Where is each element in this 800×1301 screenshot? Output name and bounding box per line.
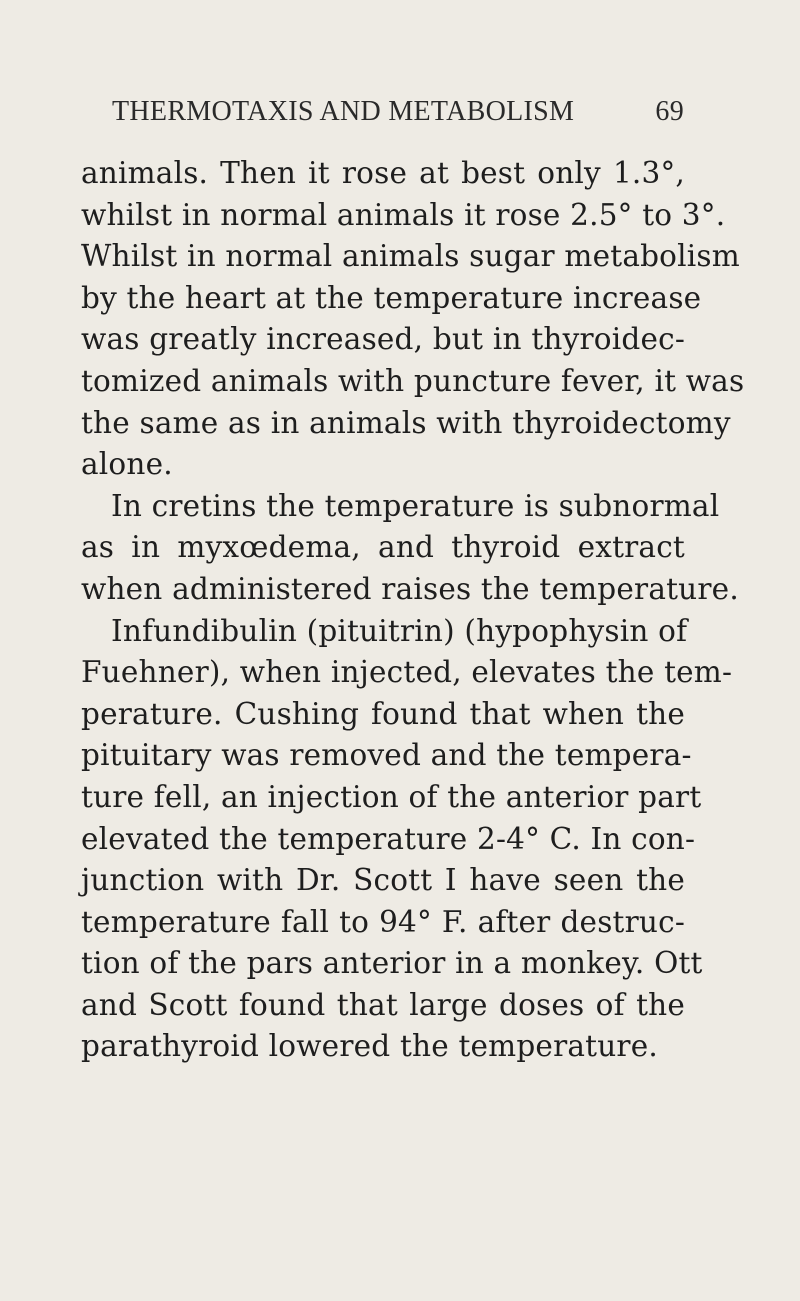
text-line: by the heart at the temperature increase — [81, 280, 702, 315]
text-line: perature. Cushing found that when the — [81, 696, 685, 731]
body-text — [81, 153, 745, 1068]
text-line: In cretins the temperature is subnormal — [111, 488, 720, 523]
text-line: was greatly increased, but in thyroidec- — [81, 322, 685, 357]
text-line: elevated the temperature 2-4° C. In con- — [81, 821, 696, 856]
text-line: Whilst in normal animals sugar metabolism — [81, 239, 740, 274]
running-title: THERMOTAXIS AND METABOLISM — [112, 96, 575, 127]
text-line: and Scott found that large doses of the — [81, 987, 685, 1022]
text-line: when administered raises the temperature. — [81, 571, 739, 606]
text-line: pituitary was removed and the tempera- — [81, 738, 692, 773]
text-line: parathyroid lowered the temperature. — [81, 1029, 658, 1064]
text-line: Fuehner), when injected, elevates the tem- — [81, 655, 733, 690]
text-line: alone. — [81, 447, 173, 482]
text-line: temperature fall to 94° F. after destruc- — [81, 904, 685, 939]
text-line: tomized animals with puncture fever, it was — [81, 363, 745, 398]
text-line: Infundibulin (pituitrin) (hypophysin of — [111, 613, 688, 648]
text-line: as in myxœdema, and thyroid extract — [81, 530, 685, 565]
text-line: tion of the pars anterior in a monkey. Ott — [81, 946, 703, 981]
text-line: ture fell, an injection of the anterior part — [81, 779, 702, 814]
page-number: 69 — [655, 96, 684, 127]
running-head — [112, 96, 684, 140]
text-line: animals. Then it rose at best only 1.3°, — [81, 156, 685, 190]
text-line: junction with Dr. Scott I have seen the — [81, 863, 685, 898]
text-line: whilst in normal animals it rose 2.5° to 3°. — [81, 197, 726, 232]
text-line: the same as in animals with thyroidectomy — [81, 405, 731, 440]
